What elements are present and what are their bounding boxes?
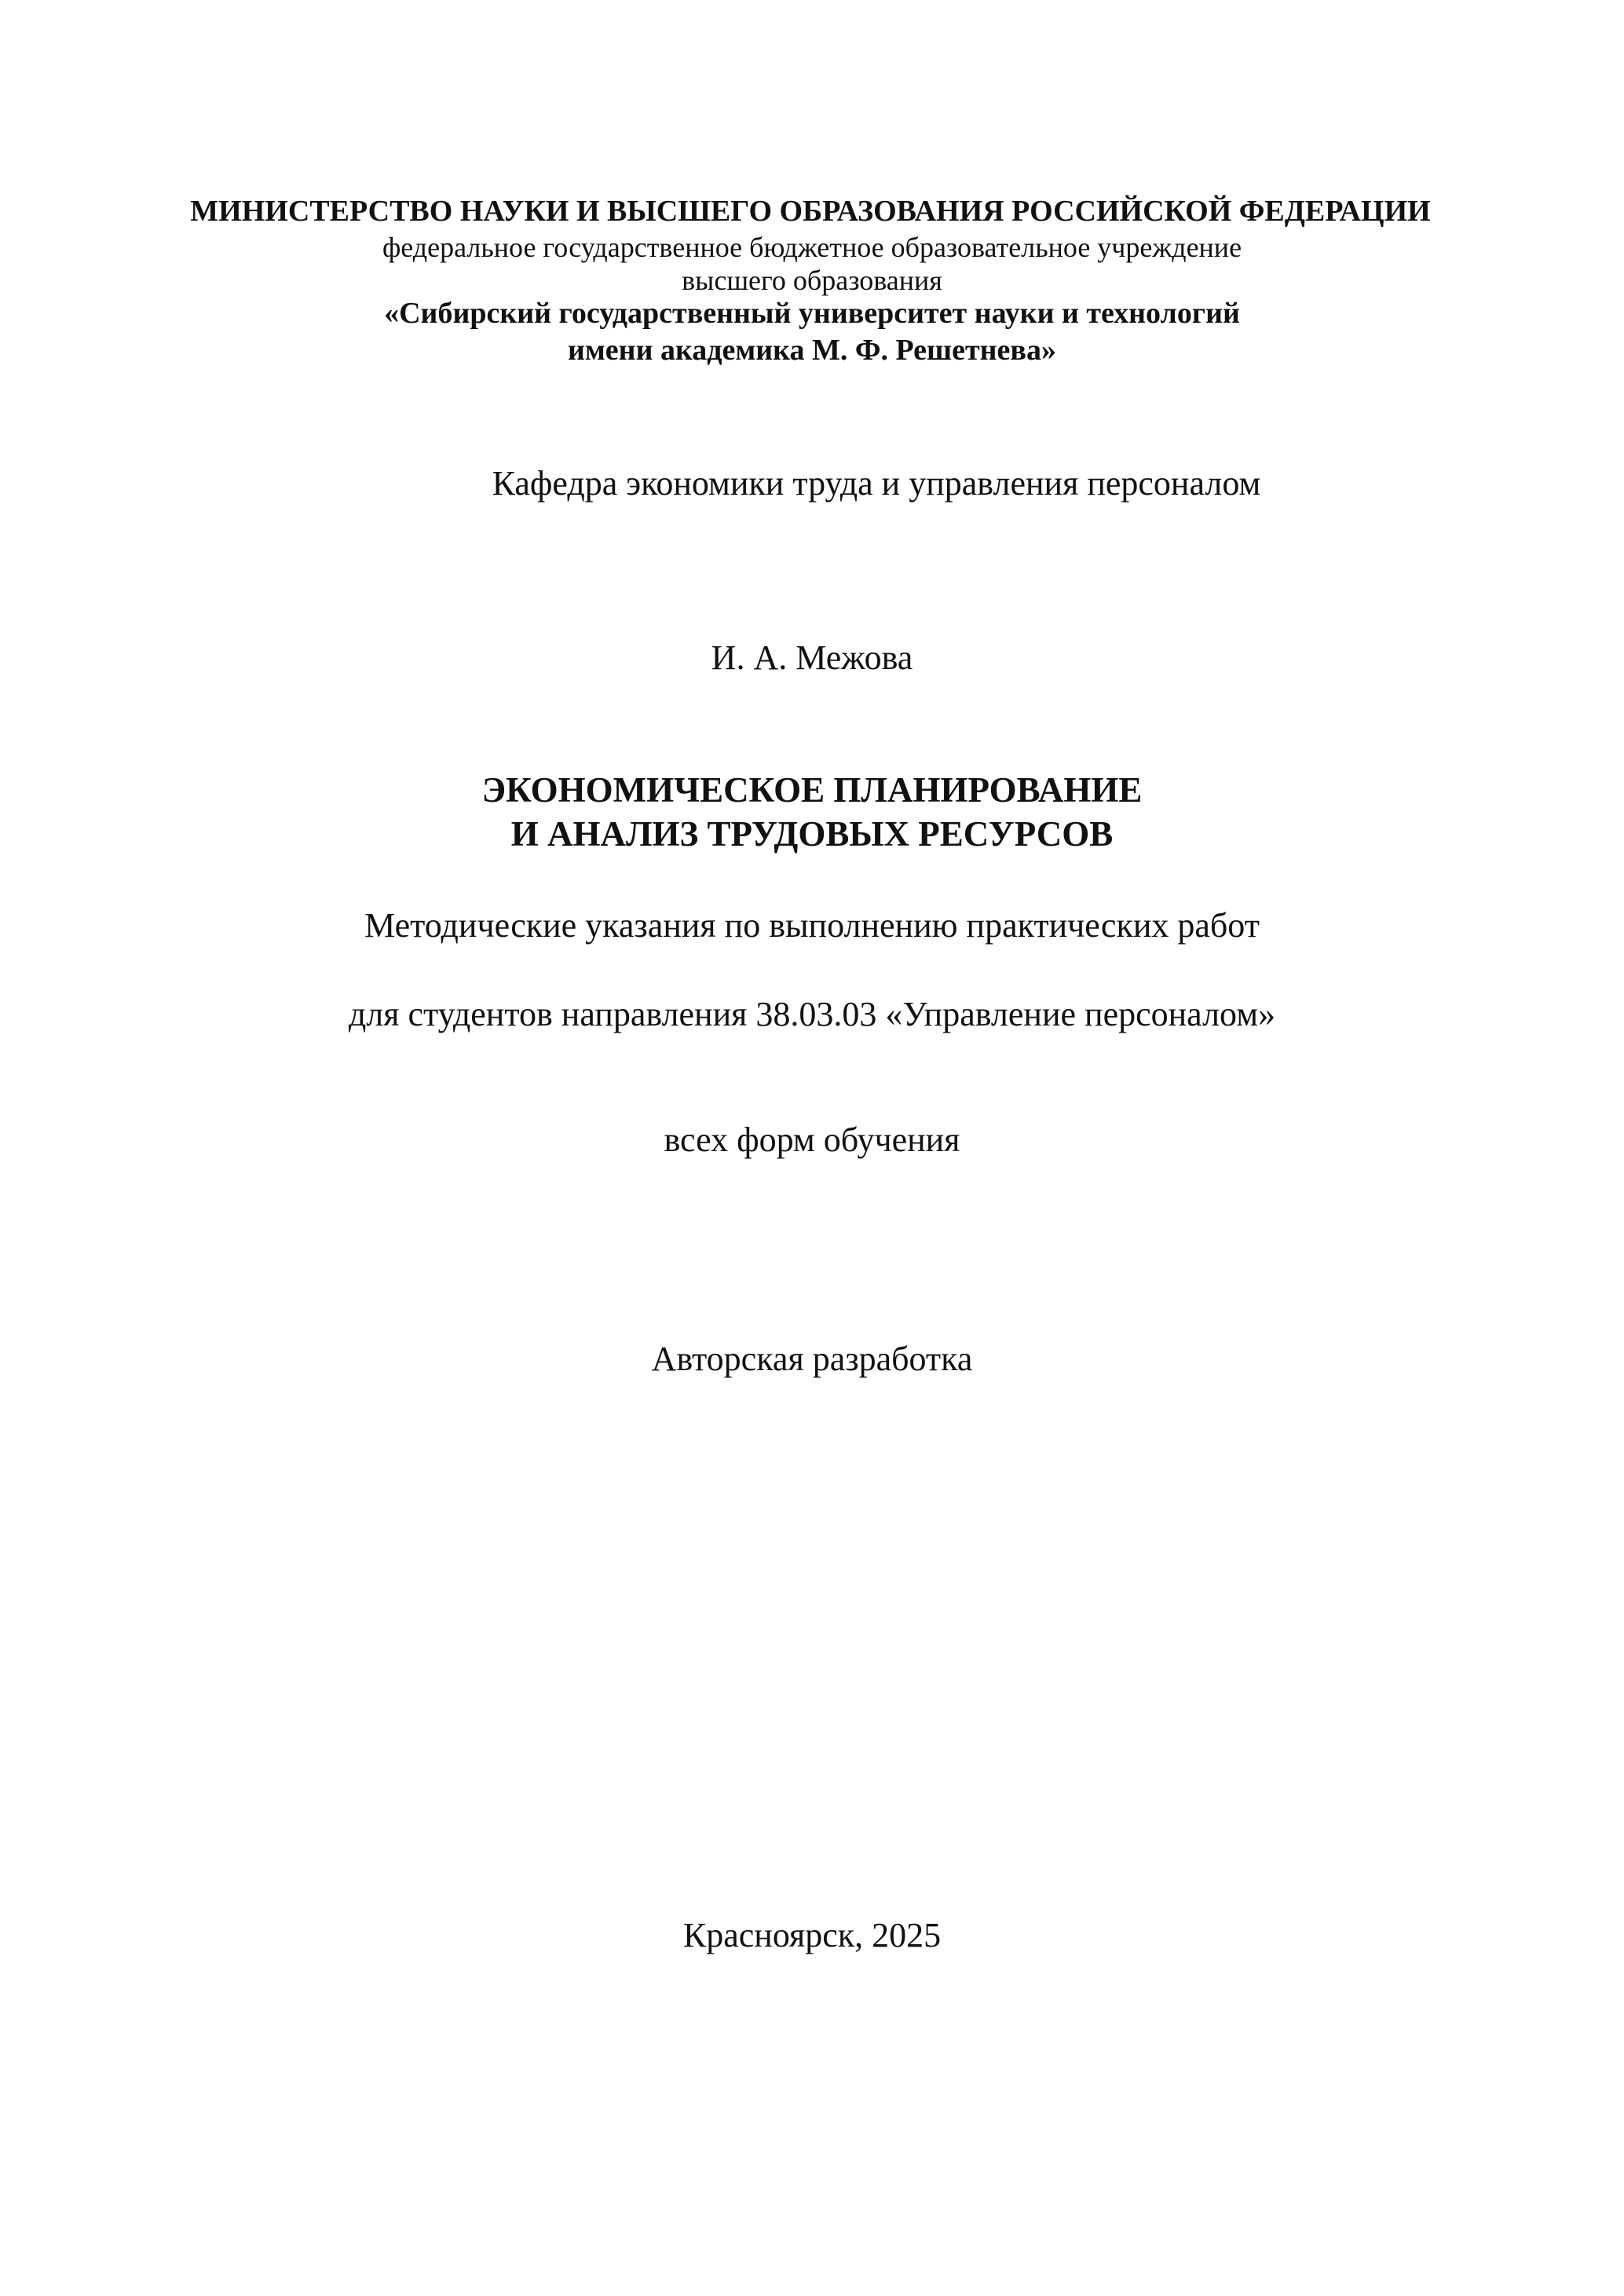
institution-level: высшего образования <box>682 265 942 296</box>
university-name-line-1: «Сибирский государственный университет науки и технологий <box>384 297 1240 330</box>
document-title-line-2: И АНАЛИЗ ТРУДОВЫХ РЕСУРСОВ <box>510 814 1114 854</box>
department-name: Кафедра экономики труда и управления персоналом <box>492 464 1261 503</box>
university-name-line-2: имени академика М. Ф. Решетнева» <box>568 334 1056 367</box>
document-subtitle: Методические указания по выполнению практических работ <box>364 906 1260 945</box>
document-title-line-1: ЭКОНОМИЧЕСКОЕ ПЛАНИРОВАНИЕ <box>481 770 1143 810</box>
institution-type: федеральное государственное бюджетное образовательное учреждение <box>382 232 1242 263</box>
authorship-note: Авторская разработка <box>651 1340 973 1378</box>
target-audience: для студентов направления 38.03.03 «Управление персоналом» <box>348 995 1276 1033</box>
ministry-heading: МИНИСТЕРСТВО НАУКИ И ВЫСШЕГО ОБРАЗОВАНИЯ РОССИЙСКОЙ ФЕДЕРАЦИИ <box>190 195 1431 228</box>
author-name: И. А. Межова <box>711 638 913 677</box>
study-forms: всех форм обучения <box>664 1121 960 1159</box>
city-and-year: Красноярск, 2025 <box>682 1916 942 1954</box>
